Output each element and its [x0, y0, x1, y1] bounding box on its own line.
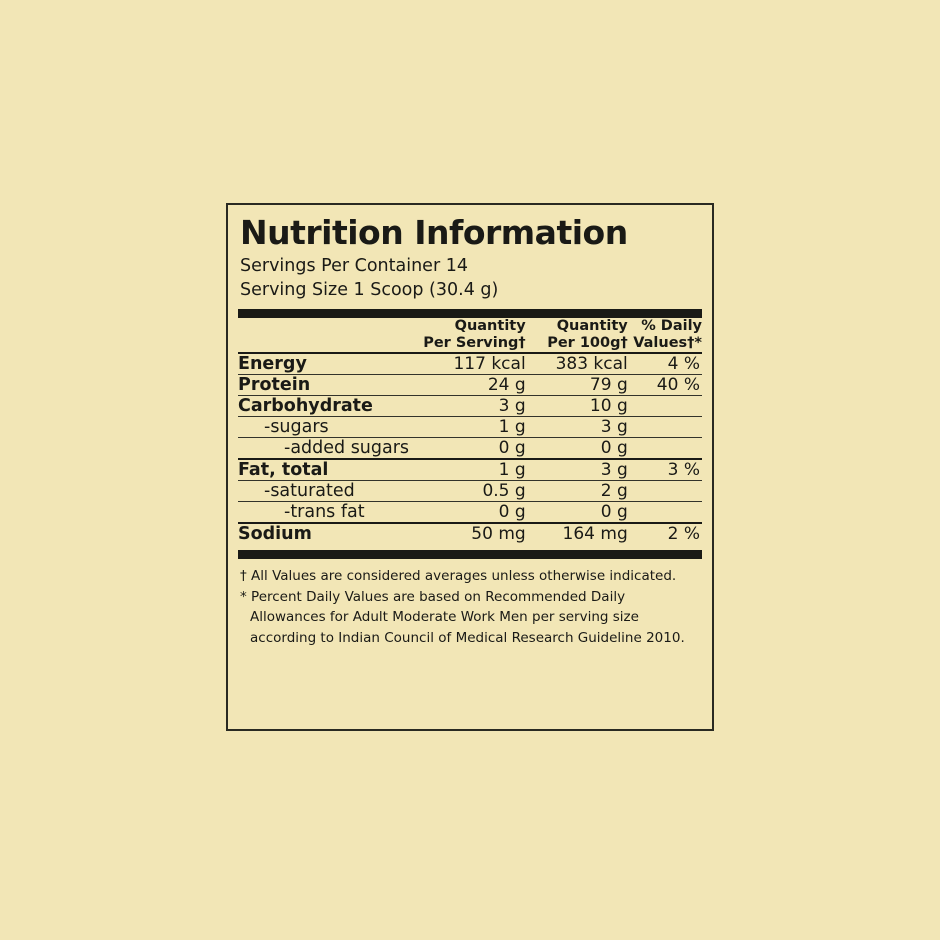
table-row: [238, 481, 702, 501]
table-row: [238, 396, 702, 416]
table-row: [238, 502, 702, 522]
row-value-added-sugars-per-serving: 0 g: [498, 438, 526, 459]
row-value-added-sugars-dv: [628, 438, 702, 458]
row-value-carbohydrate-per-serving: 3 g: [498, 396, 526, 417]
column-header-per-100g-line2: Per 100g†: [547, 334, 628, 351]
nutrition-table: [238, 318, 702, 545]
row-value-energy-per-serving: 117 kcal: [453, 354, 526, 375]
column-header-per-serving: [410, 318, 526, 353]
row-value-added-sugars-per-100g: 0 g: [600, 438, 628, 459]
row-value-sodium-dv: 2 %: [667, 524, 700, 545]
row-label-carbohydrate: Carbohydrate: [238, 396, 373, 417]
table-row: [238, 417, 702, 437]
table-row: [238, 438, 702, 458]
page-title: Nutrition Information: [240, 213, 628, 252]
footnote-daily-values-line3: according to Indian Council of Medical Research Guideline 2010.: [250, 630, 685, 647]
table-row: [238, 460, 702, 480]
row-value-protein-per-serving: 24 g: [487, 375, 526, 396]
row-value-energy-per-100g: 383 kcal: [555, 354, 628, 375]
row-value-fat-total-per-100g: 3 g: [600, 460, 628, 481]
row-label-saturated: -saturated: [264, 481, 355, 502]
row-label-energy: Energy: [238, 354, 307, 375]
column-header-daily-values: [628, 318, 702, 353]
table-header-row: [238, 318, 702, 353]
column-header-per-serving-line1: Quantity: [454, 317, 526, 334]
row-value-fat-total-per-serving: 1 g: [498, 460, 526, 481]
row-value-sugars-per-serving: 1 g: [498, 417, 526, 438]
row-value-protein-per-100g: 79 g: [589, 375, 628, 396]
row-value-saturated-per-serving: 0.5 g: [482, 481, 526, 502]
row-value-saturated-per-100g: 2 g: [600, 481, 628, 502]
row-value-trans-fat-per-100g: 0 g: [600, 502, 628, 523]
divider-thick-top: [238, 309, 702, 318]
row-value-sodium-per-serving: 50 mg: [471, 524, 526, 545]
column-header-per-100g: [526, 318, 628, 353]
divider-thick-bottom: [238, 550, 702, 559]
row-value-energy-dv: 4 %: [667, 354, 700, 375]
row-label-protein: Protein: [238, 375, 311, 396]
row-value-carbohydrate-dv: [628, 396, 702, 416]
row-value-trans-fat-dv: [628, 502, 702, 522]
column-header-daily-values-line2: Values†*: [633, 334, 702, 351]
row-value-sugars-per-100g: 3 g: [600, 417, 628, 438]
column-header-per-100g-line1: Quantity: [556, 317, 628, 334]
row-value-carbohydrate-per-100g: 10 g: [589, 396, 628, 417]
row-value-sugars-dv: [628, 417, 702, 437]
nutrition-information-panel: [226, 203, 714, 731]
row-value-trans-fat-per-serving: 0 g: [498, 502, 526, 523]
column-header-nutrient: [238, 318, 410, 353]
row-label-sodium: Sodium: [238, 524, 312, 545]
footnotes: [240, 567, 702, 648]
footnote-daily-values-line2: Allowances for Adult Moderate Work Men per serving size: [250, 609, 639, 626]
column-header-per-serving-line2: Per Serving†: [423, 334, 526, 351]
row-label-added-sugars: -added sugars: [284, 438, 410, 459]
row-value-saturated-dv: [628, 481, 702, 501]
table-row: [238, 375, 702, 395]
row-value-sodium-per-100g: 164 mg: [562, 524, 628, 545]
servings-per-container: Servings Per Container 14: [240, 256, 468, 277]
footnote-averages: † All Values are considered averages unless otherwise indicated.: [240, 568, 677, 585]
footnote-daily-values-line1: * Percent Daily Values are based on Recommended Daily: [240, 588, 626, 605]
serving-size: Serving Size 1 Scoop (30.4 g): [240, 279, 499, 300]
table-row: [238, 524, 702, 544]
row-label-fat-total: Fat, total: [238, 460, 329, 481]
row-label-trans-fat: -trans fat: [284, 502, 365, 523]
row-value-protein-dv: 40 %: [656, 375, 700, 396]
table-row: [238, 354, 702, 374]
column-header-daily-values-line1: % Daily: [641, 317, 702, 334]
row-label-sugars: -sugars: [264, 417, 329, 438]
row-value-fat-total-dv: 3 %: [667, 460, 700, 481]
